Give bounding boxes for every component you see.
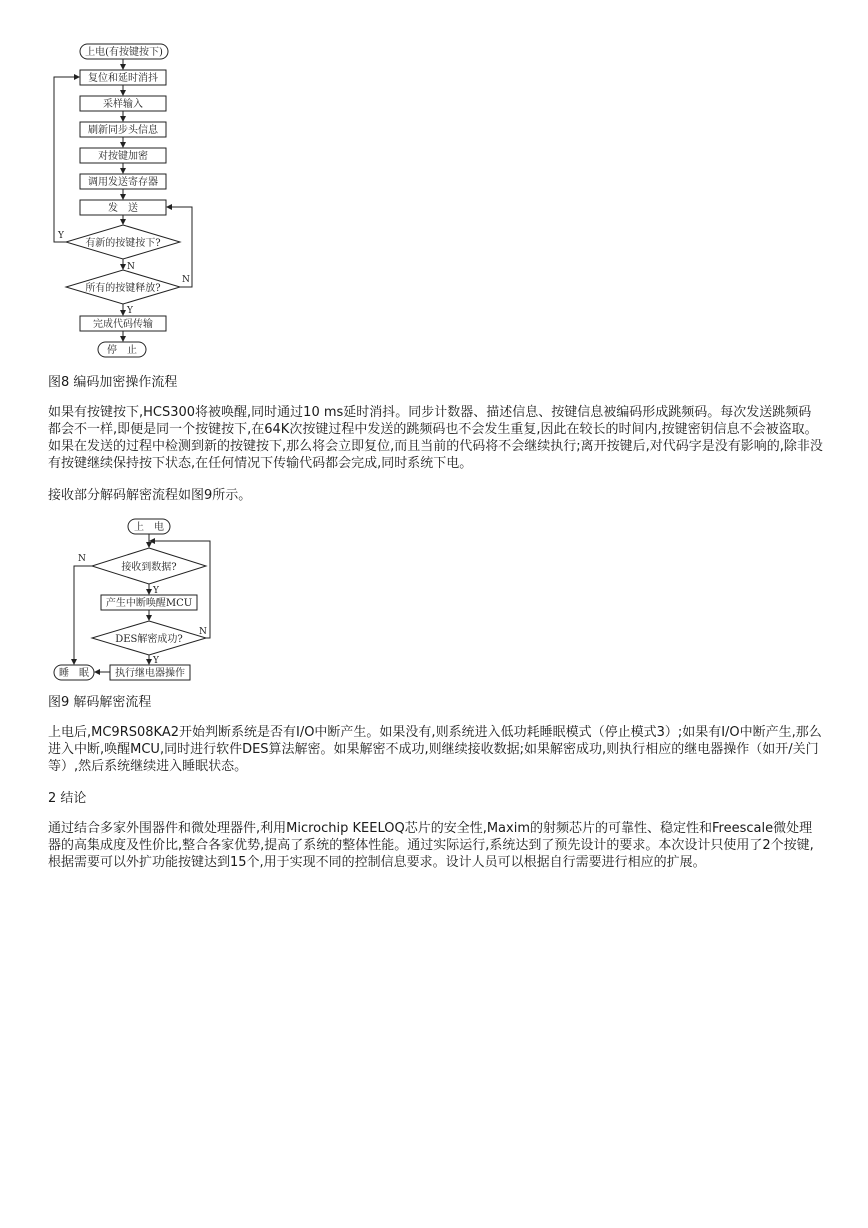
fig9-no-label: N [199, 627, 207, 637]
fig8-finish-label: 完成代码传输 [93, 319, 153, 330]
paragraph-1: 如果有按键按下,HCS300将被唤醒,同时通过10 ms延时消抖。同步计数器、描述信息、按键信息被编码形成跳频码。每次发送跳频码都会不一样,即便是同一个按键按下,在64K次按键过程中发送的跳频码也不会发生重复,因此在较长的时间内,按键密钥信息不会被盗取。如果在发送的过程中检测到新的按键按下,那么将会立即复位,而且当前的代码将不会继续执行;离开按键后,对代码字是没有影响的,除非没有按键继续保持按下状态,在任何情况下传输代码都会完成,同时系统下电。 [48, 405, 823, 471]
fig8-yes-label: Y [127, 306, 133, 316]
figure8-flowchart [40, 38, 210, 364]
fig9-no-label: N [78, 554, 86, 564]
section-heading: 2 结论 [48, 791, 87, 806]
fig8-decision1-label: 有新的按键按下? [85, 238, 161, 249]
paragraph-4: 通过结合多家外围器件和微处理器件,利用Microchip KEELOQ芯片的安全性,Maxim的射频芯片的可靠性、稳定性和Freescale微处理器的高集成度及性价比,整合各家优势,提高了系统的整体性能。通过实际运行,系统达到了预先设计的要求。本次设计只使用了2个按键,根据需要可以外扩功能按键达到15个,用于实现不同的控制信息要求。设计人员可以根据自行需要进行相应的扩展。 [48, 821, 814, 870]
fig9-step2-label: 执行继电器操作 [115, 668, 185, 679]
fig8-step-label: 发 送 [108, 203, 138, 214]
fig8-yes-label: Y [58, 231, 64, 241]
fig9-decision2-label: DES解密成功? [115, 634, 183, 645]
fig9-sleep-label: 睡 眠 [59, 668, 89, 679]
fig8-step-label: 复位和延时消抖 [88, 73, 158, 84]
figure9-caption: 图9 解码解密流程 [48, 695, 152, 710]
fig9-decision1-label: 接收到数据? [121, 562, 177, 573]
fig8-step-label: 对按键加密 [98, 151, 148, 162]
figure9-flowchart [44, 514, 224, 684]
paragraph-2: 接收部分解码解密流程如图9所示。 [48, 488, 252, 503]
fig8-step-label: 刷新同步头信息 [88, 125, 158, 136]
figure8-caption: 图8 编码加密操作流程 [48, 375, 178, 390]
fig8-step-label: 采样输入 [103, 99, 143, 110]
fig9-yes-label: Y [153, 656, 159, 666]
fig8-end-label: 停 止 [107, 345, 137, 356]
fig8-decision2-label: 所有的按键释放? [85, 283, 161, 294]
fig8-no-label: N [182, 275, 190, 285]
paragraph-3: 上电后,MC9RS08KA2开始判断系统是否有I/O中断产生。如果没有,则系统进入低功耗睡眠模式（停止模式3）;如果有I/O中断产生,那么进入中断,唤醒MCU,同时进行软件DES算法解密。如果解密不成功,则继续接收数据;如果解密成功,则执行相应的继电器操作（如开/关门等）,然后系统继续进入睡眠状态。 [48, 725, 822, 774]
fig9-yes-label: Y [153, 586, 159, 596]
fig8-no-label: N [127, 262, 135, 272]
figure9-svg [44, 514, 224, 684]
fig9-start-label: 上 电 [134, 522, 164, 533]
figure8-svg [40, 38, 210, 364]
fig9-step1-label: 产生中断唤醒MCU [105, 598, 193, 609]
fig8-start-label: 上电(有按键按下) [85, 47, 163, 58]
fig8-step-label: 调用发送寄存器 [88, 177, 158, 188]
